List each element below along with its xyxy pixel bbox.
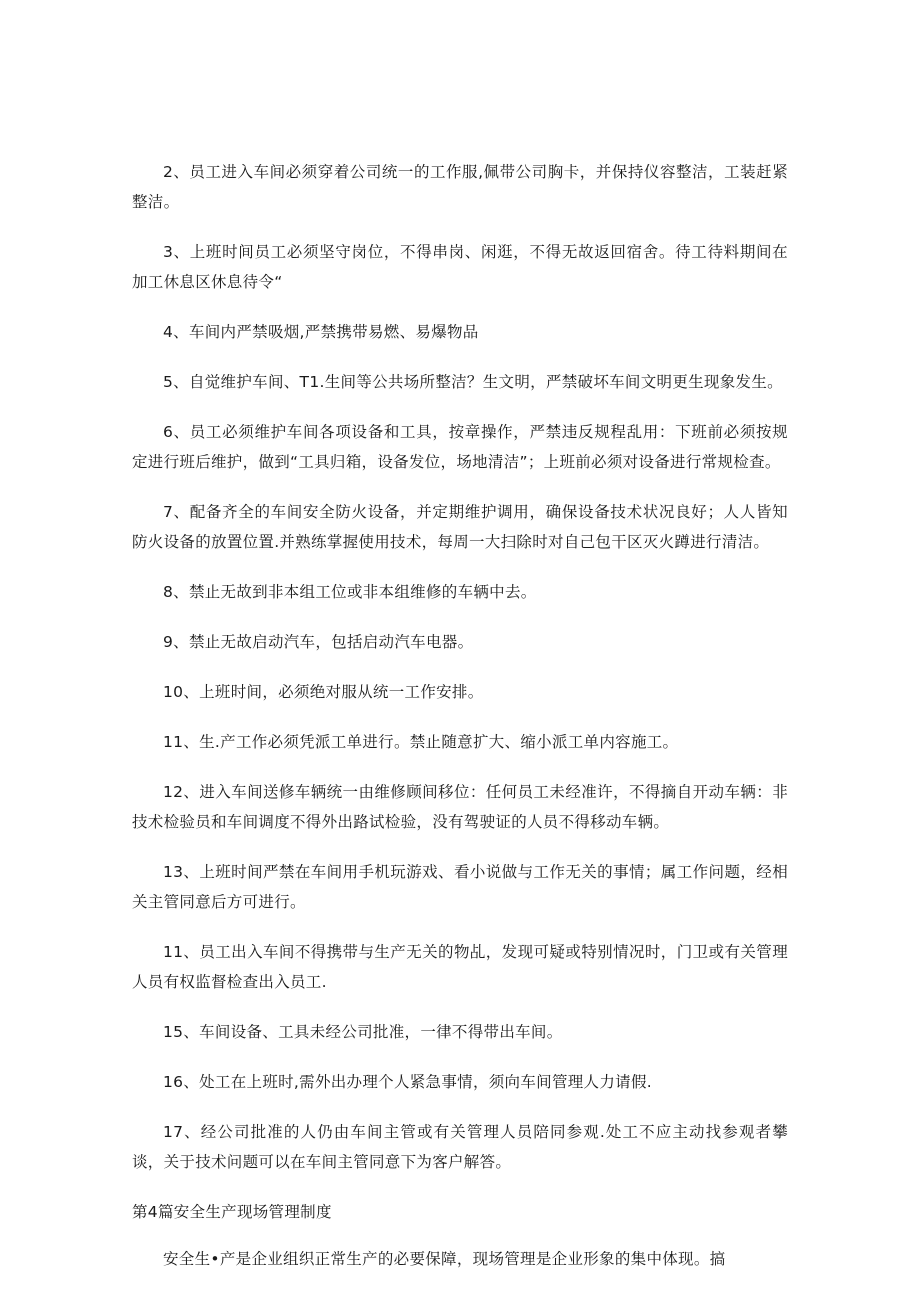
rule-paragraph-13: 13、上班时间严禁在车间用手机玩游戏、看小说做与工作无关的事情；属工作问题，经相关主管同意后方可进行。 — [132, 863, 788, 911]
rule-paragraph-11: 11、生.产工作必须凭派工单进行。禁止随意扩大、缩小派工单内容施工。 — [163, 733, 679, 751]
rule-paragraph-3: 3、上班时间员工必须坚守岗位，不得串岗、闲逛，不得无故返回宿舍。待工待料期间在加工休息区休息待令“ — [132, 243, 788, 291]
rule-paragraph-10: 10、上班时间，必须绝对服从统一工作安排。 — [163, 683, 484, 701]
rule-paragraph-14: 11、员工出入车间不得携带与生产无关的物乩，发现可疑或特别情况时，门卫或有关管理人员有权监督检查出入员工. — [132, 943, 788, 991]
rule-paragraph-5: 5、自觉维护车间、T1.生间等公共场所整洁？生文明，严禁破坏车间文明更生现象发生。 — [163, 373, 783, 391]
rule-paragraph-2: 2、员工进入车间必须穿着公司统一的工作服,佩带公司胸卡，并保持仪容整洁，工装赶紧整洁。 — [132, 163, 788, 211]
rule-paragraph-15: 15、车间设备、工具未经公司批准，一律不得带出车间。 — [163, 1023, 563, 1041]
rule-paragraph-9: 9、禁止无故启动汽车，包括启动汽车电器。 — [163, 633, 474, 651]
closing-paragraph: 安全生•产是企业组织正常生产的必要保障，现场管理是企业形象的集中体现。搞 — [163, 1250, 726, 1268]
document-page — [132, 157, 788, 1274]
rule-paragraph-16: 16、处工在上班时,需外出办理个人紧急事情，须向车间管理人力请假. — [163, 1073, 652, 1091]
rule-paragraph-8: 8、禁止无故到非本组工位或非本组维修的车辆中去。 — [163, 583, 537, 601]
section-heading: 第4篇安全生产现场管理制度 — [132, 1203, 332, 1221]
rule-paragraph-12: 12、进入车间送修车辆统一由维修顾间移位：任何员工未经准许，不得摘自开动车辆：非技术检验员和车间调度不得外出路试检验，没有驾驶证的人员不得移动车辆。 — [132, 783, 788, 831]
rule-paragraph-6: 6、员工必须维护车间各项设备和工具，按章操作，严禁违反规程乱用：下班前必须按规定进行班后维护，做到“工具归箱，设备发位，场地清洁”；上班前必须对设备进行常规检查。 — [132, 423, 788, 471]
rule-paragraph-7: 7、配备齐全的车间安全防火设备，并定期维护调用，确保设备技术状况良好；人人皆知防火设备的放置位置.并熟练掌握使用技术，每周一大扫除时对自己包干区灭火蹲进行清洁。 — [132, 503, 788, 551]
rule-paragraph-17: 17、经公司批准的人仍由车间主管或有关管理人员陪同参观.处工不应主动找参观者攀谈，关于技术问题可以在车间主管同意下为客户解答。 — [132, 1123, 788, 1171]
rule-paragraph-4: 4、车间内严禁吸烟,严禁携带易燃、易爆物品 — [163, 323, 479, 341]
